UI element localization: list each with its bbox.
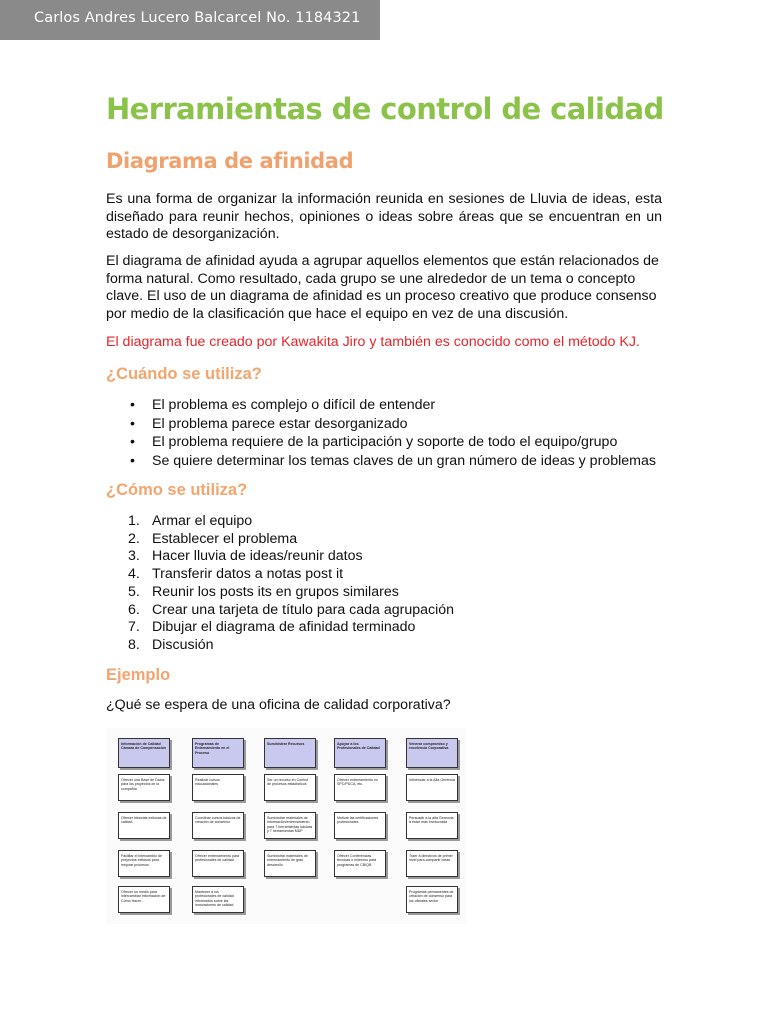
author-note: El diagrama fue creado por Kawakita Jiro y también es conocido como el método KJ. [106,334,640,350]
affinity-note-card: Ofrecer historias exitosas de calidad [118,812,170,839]
intro-paragraph-2: El diagrama de afinidad ayuda a agrupar aquellos elementos que están relacionados de forma natural. Como resultado, cada grupo se une alrededor de un tema o concepto clave. El uso de un diagrama de afinidad es un proceso creativo que produce consenso por medio de la clasificación que hace el equipo en vez de una discusión. [106,253,659,322]
step-number: 5. [128,583,140,600]
affinity-header-card: Apoyar a los Profesionales de Calidad [334,738,386,768]
affinity-note-card: Ofrecer un medio para intercambiar información de Cómo Hacer... [118,886,170,913]
list-item [128,531,454,549]
step-text: Hacer lluvia de ideas/reunir datos [152,548,363,565]
step-text: Transferir datos a notas post it [152,566,344,583]
affinity-note-card: Mantener a los profesionales de calidad informados sobre las innovaciones de calidad [192,886,244,913]
page-title: Herramientas de control de calidad [106,92,664,126]
como-heading: ¿Cómo se utiliza? [106,481,248,499]
step-text: Armar el equipo [152,513,253,529]
step-number: 3. [128,548,140,565]
list-item [128,548,454,566]
step-number: 1. [128,513,140,529]
author-banner: Carlos Andres Lucero Balcarcel No. 1184321 [0,0,380,40]
list-item: • El problema parece estar desorganizado [128,415,656,434]
step-number: 6. [128,601,140,618]
intro-paragraph-1: Es una forma de organizar la información reunida en sesiones de Lluvia de ideas, esta diseñado para reunir hechos, opiniones o ideas sobre áreas que se encuentran en un estado de desorganización. [106,191,662,242]
affinity-note-card: Persuadir a la alta Gerencia a estar más involucrada [406,812,458,839]
step-text: Discusión [152,636,214,653]
list-item: • El problema es complejo o difícil de entender [128,396,656,415]
step-text: Crear una tarjeta de título para cada agrupación [152,601,455,618]
list-item [128,566,454,584]
list-item [128,619,454,637]
step-number: 8. [128,636,140,653]
list-item [128,637,454,655]
affinity-note-card: Realizar cursos educacionales [192,774,244,801]
affinity-header-card: Programas de Entrenamiento en el Proceso [192,738,244,768]
step-number: 7. [128,619,140,636]
list-item [128,584,454,602]
affinity-note-card: Ofrecer Conferencias técnicas o externos para programas de CBIQB [334,850,386,877]
list-item: • El problema requiere de la participación y soporte de todo el equipo/grupo [128,433,656,452]
affinity-note-card: Ofrecer una Base de Datos para los proyectos de la compañía [118,774,170,801]
affinity-note-card: Programas permanentes de creación de consenso para los oficiales senior [406,886,458,913]
affinity-header-card: Información de Calidad Cámara de Compensación [118,738,170,768]
affinity-header-card: Venerar compromiso y excelencia Corporativa [406,738,458,768]
affinity-note-card: Suministrar materiales de información/entrenamiento para 7 herramientas básicas y 7 herramientas M&P [264,812,316,839]
list-item [128,513,454,531]
list-item [128,602,454,620]
step-number: 4. [128,566,140,583]
affinity-note-card: Traer a directivos de primer nivel para compartir ideas [406,850,458,877]
affinity-note-card: Motivar las certificaciones profesionales [334,812,386,839]
step-text: Reunir los posts its en grupos similares [152,583,399,600]
affinity-diagram-image [106,728,466,924]
step-text: Dibujar el diagrama de afinidad terminado [152,619,416,636]
affinity-note-card: Facilitar el intercambio de proyectos exitosos para mejorar procesos [118,850,170,877]
affinity-note-card: Suministrar materiales de entrenamiento de gran desarrollo [264,850,316,877]
list-item: • Se quiere determinar los temas claves de un gran número de ideas y problemas [128,452,656,471]
cuando-list [128,396,656,470]
affinity-note-card: Ser un recurso en Control de procesos estadísticos [264,774,316,801]
affinity-note-card: Influenciar a la Alta Gerencia [406,774,458,801]
affinity-note-card: Coordinar cursos básicos de creación de consenso [192,812,244,839]
step-number: 2. [128,530,140,547]
affinity-note-card: Ofrecer entrenamiento para profesionales de calidad [192,850,244,877]
ejemplo-heading: Ejemplo [106,666,171,684]
como-list [128,513,454,655]
cuando-heading: ¿Cuándo se utiliza? [106,365,262,383]
affinity-note-card: Ofrecer entrenamiento en SPC/PDCA, etc. [334,774,386,801]
affinity-header-card: Suministrar Recursos [264,738,316,768]
step-text: Establecer el problema [152,530,298,547]
example-question: ¿Qué se espera de una oficina de calidad corporativa? [106,697,451,713]
section-title: Diagrama de afinidad [106,149,354,173]
